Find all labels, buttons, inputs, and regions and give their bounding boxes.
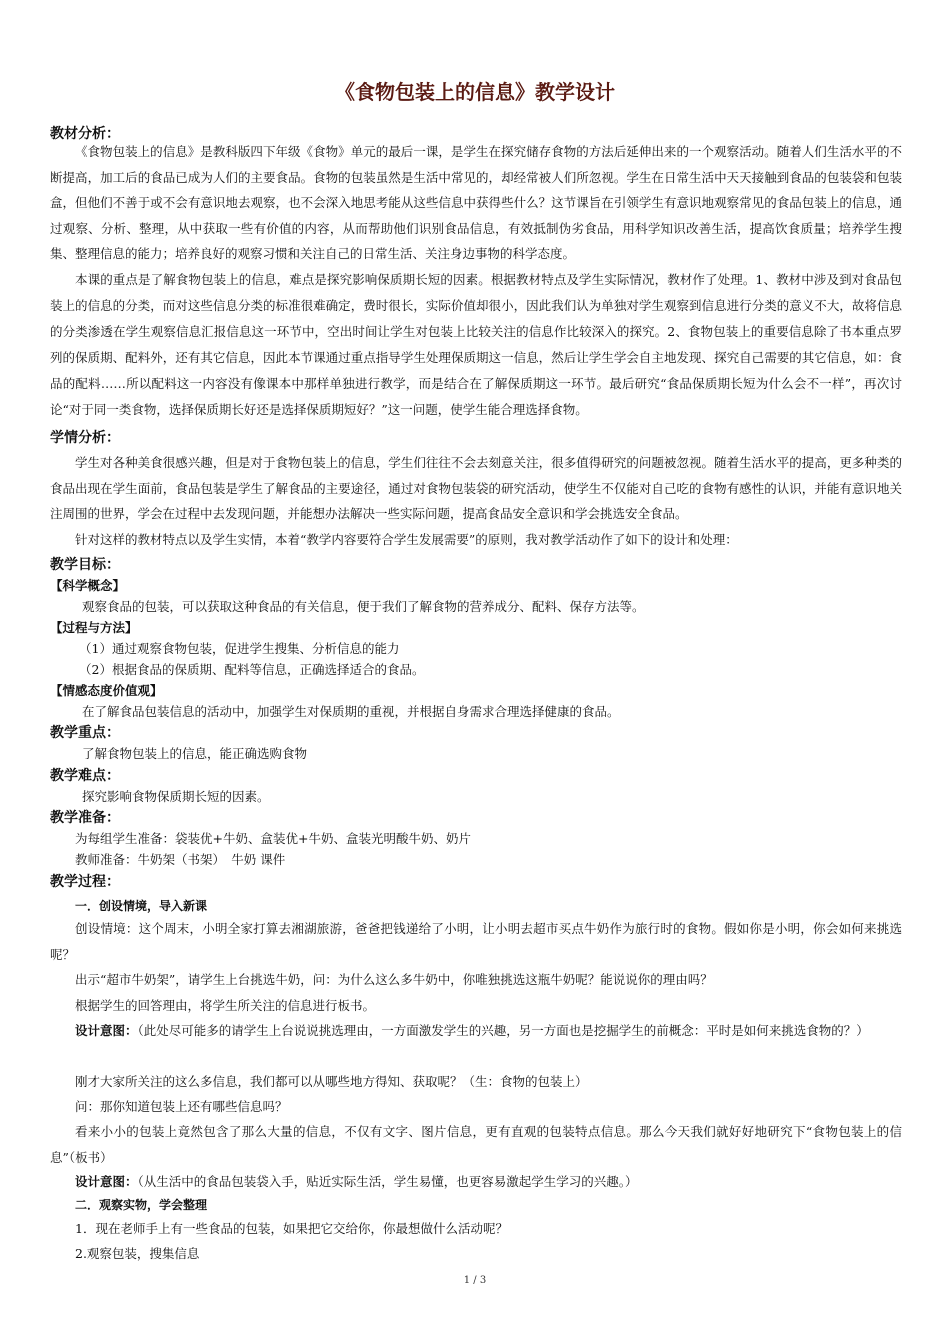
design-intent-text: （此处尽可能多的请学生上台说说挑选理由，一方面激发学生的兴趣，另一方面也是挖掘学生的前概念：平时是如何来挑选食物的？）: [137, 1023, 869, 1038]
difficulty-text: 探究影响食物保质期长短的因素。: [82, 789, 270, 804]
goal-label-emotion: 【情感态度价值观】: [50, 683, 163, 698]
process-step2-line-1: 1．现在老师手上有一些食品的包装，如果把它交给你，你最想做什么活动呢？: [75, 1221, 508, 1236]
process-step1-paragraph-2: 出示“超市牛奶架”，请学生上台挑选牛奶，问：为什么这么多牛奶中，你唯独挑选这瓶牛奶呢？能说说你的理由吗？: [75, 972, 713, 987]
page-title: 《食物包装上的信息》教学设计: [335, 80, 615, 104]
process-step1-paragraph-4: 刚才大家所关注的这么多信息，我们都可以从哪些地方得知、获取呢？（生：食物的包装上）: [75, 1074, 588, 1089]
goal-concept-text: 观察食品的包装，可以获取这种食品的有关信息，便于我们了解食物的营养成分、配料、保存方法等。: [82, 599, 645, 614]
process-step1-paragraph-5: 问：那你知道包装上还有哪些信息吗？: [75, 1099, 288, 1114]
goal-method-1: （1）通过观察食物包装，促进学生搜集、分析信息的能力: [79, 641, 400, 656]
goal-label-concept: 【科学概念】: [50, 578, 126, 593]
design-intent-label: 设计意图：: [75, 1174, 138, 1189]
goal-method-2: （2）根据食品的保质期、配料等信息，正确选择适合的食品。: [79, 662, 425, 677]
material-paragraph-2: 本课的重点是了解食物包装上的信息，难点是探究影响保质期长短的因素。根据教材特点及学生实际情况，教材作了处理。1、教材中涉及到对食品包装上的信息的分类，而对这些信息分类的标准很难确定，费时很长，实际价值却很小，因此我们认为单独对学生观察到信息进行分类的意义不大，故将信息的分类渗透在学生观察信息汇报信息这一环节中，空出时间让学生对包装上比较关注的信息作比较深入的探究。2、食物包装上的重要信息除了书本重点罗列的保质期、配料外，还有其它信息，因此本节课通过重点指导学生处理保质期这一信息，然后让学生学会自主地发现、探究自己需要的其它信息，如：食品的配料……所以配料这一内容没有像课本中那样单独进行教学，而是结合在了解保质期这一环节。最后研究“食品保质期长短为什么会不一样”，再次讨论“对于同一类食物，选择保质期长好还是选择保质期短好？”这一问题，使学生能合理选择食物。: [50, 272, 902, 417]
process-step1-paragraph-6: 看来小小的包装上竟然包含了那么大量的信息，不仅有文字、图片信息，更有直观的包装特点信息。那么今天我们就好好地研究下“食物包装上的信息”（板书）: [50, 1124, 902, 1165]
design-intent-label: 设计意图：: [75, 1023, 138, 1038]
design-intent-text: （从生活中的食品包装袋入手，贴近实际生活，学生易懂，也更容易激起学生学习的兴趣。）: [137, 1174, 638, 1189]
process-step1-paragraph-1: 创设情境：这个周末，小明全家打算去湘湖旅游，爸爸把钱递给了小明，让小明去超市买点牛奶作为旅行时的食物。假如你是小明，你会如何来挑选呢？: [50, 921, 902, 962]
section-heading-difficulty: 教学难点：: [50, 768, 120, 784]
material-paragraph-1: 《食物包装上的信息》是教科版四下年级《食物》单元的最后一课，是学生在探究储存食物的方法后延伸出来的一个观察活动。随着人们生活水平的不断提高，加工后的食品已成为人们的主要食品。食物的包装虽然是生活中常见的，却经常被人们所忽视。学生在日常生活中天天接触到食品的包装袋和包装盒，但他们不善于或不会有意识地去观察，也不会深入地思考能从这些信息中获得些什么？这节课旨在引领学生有意识地观察常见的食品包装上的信息，通过观察、分析、整理，从中获取一些有价值的内容，从而帮助他们识别食品信息，有效抵制伪劣食品，用科学知识改善生活，提高饮食质量；培养学生搜集、整理信息的能力；培养良好的观察习惯和关注自己的日常生活、关注身边事物的科学态度。: [50, 144, 902, 261]
key-text: 了解食物包装上的信息，能正确选购食物: [82, 746, 308, 761]
prep-teacher-line: 教师准备：牛奶架（书架） 牛奶 课件: [75, 852, 286, 867]
section-heading-key: 教学重点：: [50, 725, 120, 741]
process-step-2-title: 二．观察实物，学会整理: [75, 1198, 208, 1212]
section-heading-process: 教学过程：: [50, 874, 120, 890]
students-paragraph-2: 针对这样的教材特点以及学生实情，本着“教学内容要符合学生发展需要”的原则，我对教学活动作了如下的设计和处理：: [75, 532, 738, 547]
section-heading-prep: 教学准备：: [50, 810, 120, 826]
students-paragraph-1: 学生对各种美食很感兴趣，但是对于食物包装上的信息，学生们往往不会去刻意关注，很多值得研究的问题被忽视。随着生活水平的提高，更多种类的食品出现在学生面前，食品包装是学生了解食品的主要途径，通过对食物包装袋的研究活动，使学生不仅能对自己吃的食物有感性的认识，并能有意识地关注周围的世界，学会在过程中去发现问题，并能想办法解决一些实际问题，提高食品安全意识和学会挑选安全食品。: [50, 455, 902, 521]
section-heading-goals: 教学目标：: [50, 557, 120, 573]
process-step2-line-2: 2.观察包装，搜集信息: [75, 1246, 200, 1261]
section-heading-students: 学情分析：: [50, 430, 120, 446]
process-step1-paragraph-3: 根据学生的回答理由，将学生所关注的信息进行板书。: [75, 998, 376, 1013]
section-heading-material: 教材分析：: [50, 126, 120, 142]
goal-emotion-text: 在了解食品包装信息的活动中，加强学生对保质期的重视，并根据自身需求合理选择健康的食品。: [82, 704, 620, 719]
process-design-intent-2: [50, 1169, 902, 1195]
process-step-1-title: 一．创设情境，导入新课: [75, 899, 208, 913]
process-design-intent-1: [50, 1018, 902, 1044]
goal-label-method: 【过程与方法】: [50, 620, 138, 635]
page-number: 1 / 3: [463, 1275, 487, 1286]
prep-students-line: 为每组学生准备：袋装优+牛奶、盒装优+牛奶、盒装光明酸牛奶、奶片: [75, 831, 471, 846]
